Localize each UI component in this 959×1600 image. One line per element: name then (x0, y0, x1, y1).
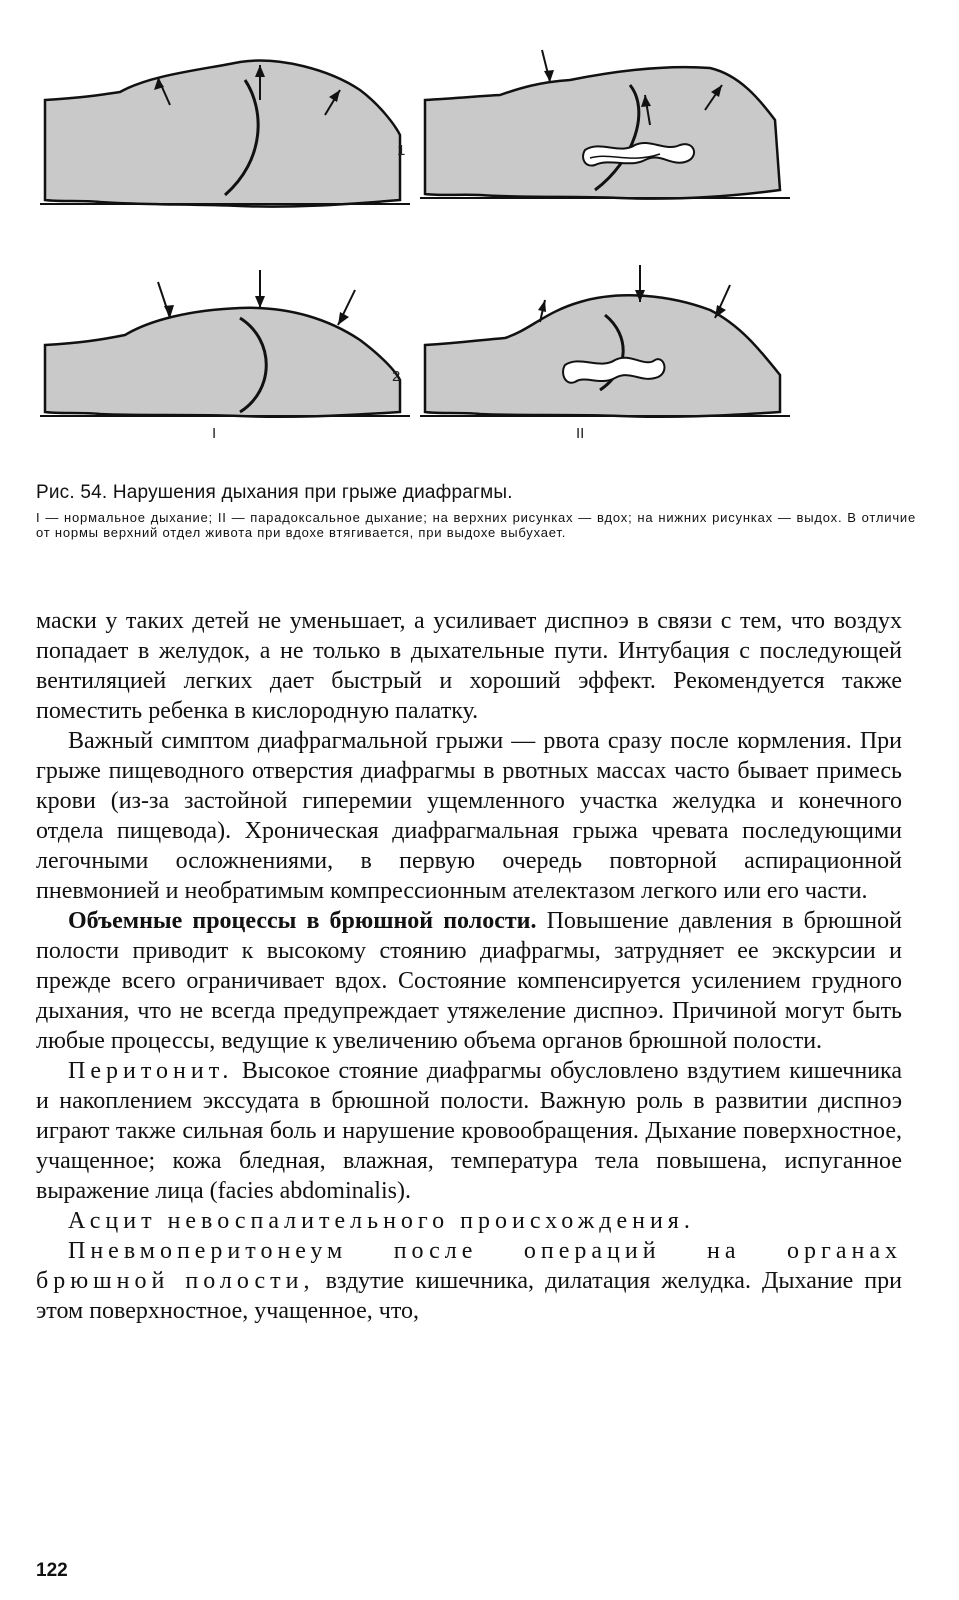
paragraph-5 (36, 1206, 902, 1236)
term-pneumoperitoneum: Пневмоперитонеум после операций на органах брюшной полости, (36, 1238, 902, 1294)
section-heading: Объемные процессы в брюшной полости. (68, 908, 537, 934)
panel-paradoxical-inhale (420, 40, 790, 230)
panel-paradoxical-exhale (420, 240, 790, 430)
page-number: 122 (36, 1560, 68, 1581)
row-label-bottom: 2 (392, 368, 401, 385)
figure-caption (36, 482, 916, 540)
paragraph-3-text: Повышение давления в брюшной полости приводит к высокому стоянию диафрагмы, затрудняет ее экскурсии и прежде всего ограничивает вдох. Состояние компенсируется усилением грудного дыхания, что не всегда предупреждает утяжеление диспноэ. Причиной могут быть любые процессы, ведущие к увеличению объема органов брюшной полости. (36, 908, 902, 1054)
paragraph-4 (36, 1056, 902, 1206)
column-label-paradoxical: II (576, 425, 585, 442)
term-ascites: Асцит невоспалительного происхождения. (68, 1208, 695, 1234)
paragraph-1: маски у таких детей не уменьшает, а усиливает диспноэ в связи с тем, что воздух попадает в желудок, а не только в дыхательные пути. Интубация с последующей вентиляцией легких дает быстрый и хороший эффект. Рекомендуется также поместить ребенка в кислородную палатку. (36, 608, 902, 724)
column-label-normal: I (212, 425, 217, 442)
paragraph-4-text: Высокое стояние диафрагмы обусловлено вздутием кишечника и накоплением экссудата в брюшной полости. Важную роль в развитии диспноэ играют также сильная боль и нарушение кровообращения. Дыхание поверхностное, учащенное; кожа бледная, влажная, температура тела повышена, испуганное выражение лица (facies abdominalis). (36, 1058, 902, 1204)
row-label-top: 1 (397, 142, 406, 159)
paragraph-2: Важный симптом диафрагмальной грыжи — рвота сразу после кормления. При грыже пищеводного отверстия диафрагмы в рвотных массах часто бывает примесь крови (из-за застойной гиперемии ущемленного участка желудка и конечного отдела пищевода). Хроническая диафрагмальная грыжа чревата последующими легочными осложнениями, в первую очередь повторной аспирационной пневмонией и необратимым компрессионным ателектазом легкого или его части. (36, 728, 902, 904)
figure-54 (30, 30, 920, 460)
caption-text: I — нормальное дыхание; II — парадоксальное дыхание; на верхних рисунках — вдох; на нижних рисунках — выдох. В отличие от нормы верхний отдел живота при вдохе втягивается, при выдохе выбухает. (36, 510, 916, 540)
term-peritonitis: Перитонит. (68, 1058, 234, 1084)
paragraph-6 (36, 1236, 902, 1326)
paragraph-3 (36, 906, 902, 1056)
caption-title: Рис. 54. Нарушения дыхания при грыже диафрагмы. (36, 482, 513, 503)
body-silhouette-hernia-illustration (420, 240, 790, 430)
body-silhouette-illustration (40, 240, 410, 430)
body-text (36, 606, 902, 1326)
body-silhouette-illustration (40, 40, 410, 230)
panel-normal-exhale (40, 240, 410, 430)
body-silhouette-hernia-illustration (420, 40, 790, 230)
paragraph-6-text: вздутие кишечника, дилатация желудка. Дыхание при этом поверхностное, учащенное, что, (36, 1268, 902, 1324)
panel-normal-inhale (40, 40, 410, 230)
